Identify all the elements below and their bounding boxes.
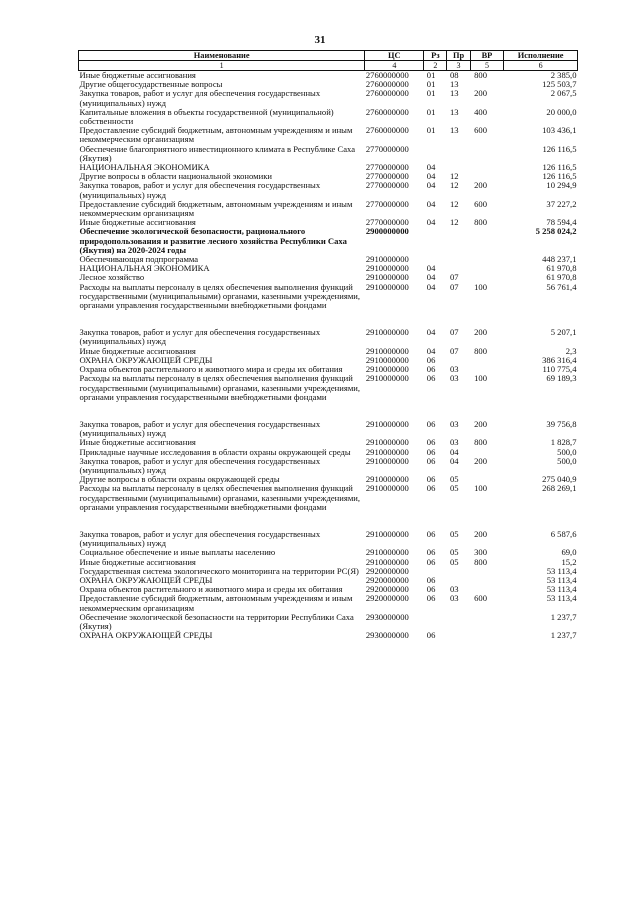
cell-vr: 600 bbox=[474, 593, 487, 604]
cell-name: ОХРАНА ОКРУЖАЮЩЕЙ СРЕДЫ bbox=[79, 630, 213, 641]
cell-name: Другие вопросы в области охраны окружающей среды bbox=[79, 474, 280, 485]
cell-rz bbox=[424, 145, 447, 163]
table-row bbox=[79, 126, 578, 144]
cell-sum: 53 113,4 bbox=[546, 565, 577, 576]
cell-cs: 2910000000 bbox=[365, 364, 409, 375]
cell-vr: 100 bbox=[474, 483, 487, 494]
cell-vr: 200 bbox=[474, 88, 487, 99]
header-cs: ЦС bbox=[365, 51, 424, 61]
row-spacer bbox=[79, 512, 578, 530]
cell-rz: 04 bbox=[426, 217, 436, 228]
table-header bbox=[79, 51, 578, 71]
cell-vr bbox=[470, 576, 504, 585]
cell-vr: 200 bbox=[474, 180, 487, 191]
cell-rz: 06 bbox=[426, 584, 436, 595]
cell-vr: 200 bbox=[474, 528, 487, 539]
cell-cs: 2910000000 bbox=[365, 556, 409, 567]
cell-sum: 69,0 bbox=[561, 547, 577, 558]
cell-cs: 2770000000 bbox=[365, 162, 409, 173]
table-row bbox=[79, 181, 578, 199]
table-row bbox=[79, 613, 578, 631]
cell-name: Закупка товаров, работ и услуг для обеспечения государственных (муниципальных) нужд bbox=[79, 88, 321, 108]
cell-rz: 06 bbox=[426, 547, 436, 558]
cell-rz: 04 bbox=[426, 281, 436, 292]
cell-rz: 06 bbox=[426, 556, 436, 567]
cell-pr: 12 bbox=[449, 198, 459, 209]
cell-pr: 05 bbox=[449, 483, 459, 494]
index-vr: 5 bbox=[470, 61, 504, 71]
cell-cs: 2770000000 bbox=[365, 143, 409, 154]
cell-cs: 2770000000 bbox=[365, 217, 409, 228]
cell-pr: 04 bbox=[449, 446, 459, 457]
index-cs: 4 bbox=[365, 61, 424, 71]
cell-name: Иные бюджетные ассигнования bbox=[79, 70, 196, 80]
cell-name: Иные бюджетные ассигнования bbox=[79, 345, 196, 356]
cell-vr: 800 bbox=[474, 70, 487, 80]
cell-vr: 300 bbox=[474, 547, 487, 558]
row-spacer bbox=[79, 310, 578, 328]
cell-cs: 2760000000 bbox=[365, 125, 409, 136]
cell-cs: 2910000000 bbox=[365, 474, 409, 485]
index-sum: 6 bbox=[504, 61, 578, 71]
cell-name: Прикладные научные исследования в области охраны окружающей среды bbox=[79, 446, 351, 457]
cell-sum: 386 316,4 bbox=[542, 354, 577, 365]
cell-rz: 06 bbox=[426, 630, 436, 641]
cell-vr: 600 bbox=[474, 198, 487, 209]
cell-pr bbox=[447, 631, 470, 640]
cell-name: Закупка товаров, работ и услуг для обеспечения государственных (муниципальных) нужд bbox=[79, 528, 321, 549]
table-body bbox=[79, 71, 578, 641]
cell-vr: 200 bbox=[474, 418, 487, 429]
cell-sum: 110 775,4 bbox=[542, 364, 577, 375]
cell-pr: 07 bbox=[449, 272, 459, 283]
cell-pr: 03 bbox=[449, 584, 459, 595]
cell-pr: 03 bbox=[449, 437, 459, 448]
index-name: 1 bbox=[79, 61, 365, 71]
cell-rz: 04 bbox=[426, 327, 436, 338]
cell-sum: 1 237,7 bbox=[550, 630, 577, 641]
cell-sum: 53 113,4 bbox=[546, 584, 577, 595]
header-vr: ВР bbox=[470, 51, 504, 61]
cell-cs: 2910000000 bbox=[365, 373, 409, 384]
table-row bbox=[79, 631, 578, 640]
table-row bbox=[79, 374, 578, 402]
cell-name: Государственная система экологического мониторинга на территории РС(Я) bbox=[79, 565, 359, 576]
header-sum: Исполнение bbox=[504, 51, 578, 61]
cell-sum: 37 227,2 bbox=[546, 198, 577, 209]
cell-cs: 2910000000 bbox=[365, 446, 409, 457]
cell-rz: 01 bbox=[426, 79, 436, 90]
cell-name: Иные бюджетные ассигнования bbox=[79, 217, 196, 228]
cell-vr: 800 bbox=[474, 217, 487, 228]
cell-sum: 1 828,7 bbox=[550, 437, 577, 448]
cell-cs: 2910000000 bbox=[365, 547, 409, 558]
cell-vr: 100 bbox=[474, 373, 487, 384]
cell-sum: 39 756,8 bbox=[546, 418, 577, 429]
cell-sum: 2 067,5 bbox=[550, 88, 577, 99]
cell-vr bbox=[470, 631, 504, 640]
cell-name: Закупка товаров, работ и услуг для обеспечения государственных (муниципальных) нужд bbox=[79, 327, 321, 347]
cell-pr bbox=[447, 567, 470, 576]
cell-name: Предоставление субсидий бюджетным, автономным учреждениям и иным некоммерческим организациям bbox=[79, 125, 353, 145]
cell-sum: 268 269,1 bbox=[542, 483, 577, 494]
cell-name: Лесное хозяйство bbox=[79, 272, 145, 283]
cell-name: Обеспечивающая подпрограмма bbox=[79, 254, 199, 265]
header-name: Наименование bbox=[79, 51, 365, 61]
cell-pr bbox=[447, 255, 470, 264]
cell-sum: 500,0 bbox=[557, 446, 577, 457]
table-row bbox=[79, 530, 578, 548]
cell-pr bbox=[447, 145, 470, 163]
cell-name: Охрана объектов растительного и животного мира и среды их обитания bbox=[79, 364, 343, 375]
cell-sum: 126 116,5 bbox=[542, 143, 577, 154]
cell-name: Предоставление субсидий бюджетным, автономным учреждениям и иным некоммерческим организациям bbox=[79, 198, 353, 219]
table-row bbox=[79, 108, 578, 126]
cell-cs: 2920000000 bbox=[365, 574, 409, 585]
cell-rz: 06 bbox=[426, 446, 436, 457]
cell-sum: 69 189,3 bbox=[546, 373, 577, 384]
cell-rz: 04 bbox=[426, 198, 436, 209]
cell-rz: 06 bbox=[426, 373, 436, 384]
cell-vr bbox=[470, 163, 504, 172]
cell-sum: 56 761,4 bbox=[546, 281, 577, 292]
cell-pr: 13 bbox=[449, 106, 459, 117]
cell-cs: 2910000000 bbox=[365, 528, 409, 539]
cell-rz: 06 bbox=[426, 528, 436, 539]
cell-sum: 275 040,9 bbox=[542, 474, 577, 485]
cell-cs: 2910000000 bbox=[365, 418, 409, 429]
cell-vr: 200 bbox=[474, 455, 487, 466]
cell-cs: 2920000000 bbox=[365, 593, 409, 604]
cell-pr: 13 bbox=[449, 125, 459, 136]
cell-cs: 2910000000 bbox=[365, 272, 409, 283]
cell-rz: 04 bbox=[426, 263, 436, 274]
page-number: 31 bbox=[314, 34, 326, 46]
cell-name: Обеспечение благоприятного инвестиционного климата в Республике Саха (Якутия) bbox=[79, 143, 356, 163]
cell-vr bbox=[470, 145, 504, 163]
cell-sum: 1 237,7 bbox=[550, 611, 577, 622]
cell-cs: 2770000000 bbox=[365, 180, 409, 191]
cell-vr: 400 bbox=[474, 106, 487, 117]
cell-sum: 5 207,1 bbox=[550, 327, 577, 338]
cell-cs: 2910000000 bbox=[365, 455, 409, 466]
cell-pr bbox=[447, 227, 470, 255]
cell-pr: 03 bbox=[449, 373, 459, 384]
cell-rz: 06 bbox=[426, 418, 436, 429]
cell-name: Обеспечение экологической безопасности на территории Республики Саха (Якутия) bbox=[79, 611, 354, 631]
row-spacer bbox=[79, 402, 578, 420]
cell-sum: 126 116,5 bbox=[542, 171, 577, 182]
cell-cs: 2770000000 bbox=[365, 198, 409, 209]
cell-name: Расходы на выплаты персоналу в целях обеспечения выполнения функций государственными (муниципальными) органами, казенными учреждениями, органами управления государственными внебюджетными фондами bbox=[79, 483, 361, 512]
spacer-cell bbox=[79, 512, 578, 530]
cell-pr: 04 bbox=[449, 455, 459, 466]
cell-rz: 04 bbox=[426, 345, 436, 356]
cell-name: НАЦИОНАЛЬНАЯ ЭКОНОМИКА bbox=[79, 162, 210, 173]
cell-sum: 125 503,7 bbox=[542, 79, 577, 90]
table-row bbox=[79, 594, 578, 612]
index-rz: 2 bbox=[424, 61, 447, 71]
cell-vr: 100 bbox=[474, 281, 487, 292]
cell-sum: 61 970,8 bbox=[546, 272, 577, 283]
header-pr: Пр bbox=[447, 51, 470, 61]
cell-sum: 126 116,5 bbox=[542, 162, 577, 173]
cell-pr: 12 bbox=[449, 180, 459, 191]
cell-name: ОХРАНА ОКРУЖАЮЩЕЙ СРЕДЫ bbox=[79, 574, 213, 585]
cell-pr: 07 bbox=[449, 281, 459, 292]
table-row bbox=[79, 227, 578, 255]
cell-cs: 2910000000 bbox=[365, 254, 409, 265]
cell-rz: 06 bbox=[426, 354, 436, 365]
cell-cs: 2920000000 bbox=[365, 565, 409, 576]
cell-sum: 448 237,1 bbox=[542, 254, 577, 265]
cell-sum: 53 113,4 bbox=[546, 574, 577, 585]
cell-pr bbox=[447, 613, 470, 631]
cell-name: Иные бюджетные ассигнования bbox=[79, 437, 196, 448]
table-row bbox=[79, 200, 578, 218]
cell-cs: 2760000000 bbox=[365, 79, 409, 90]
cell-vr: 800 bbox=[474, 437, 487, 448]
table-row bbox=[79, 457, 578, 475]
cell-cs: 2910000000 bbox=[365, 345, 409, 356]
cell-cs: 2760000000 bbox=[365, 88, 409, 99]
cell-rz: 06 bbox=[426, 574, 436, 585]
cell-vr bbox=[470, 264, 504, 273]
cell-pr: 05 bbox=[449, 528, 459, 539]
cell-pr: 13 bbox=[449, 79, 459, 90]
cell-name: Другие вопросы в области национальной экономики bbox=[79, 171, 272, 182]
cell-vr: 200 bbox=[474, 327, 487, 338]
cell-cs: 2910000000 bbox=[365, 327, 409, 338]
budget-table bbox=[78, 50, 578, 640]
cell-rz: 06 bbox=[426, 483, 436, 494]
table-row bbox=[79, 145, 578, 163]
cell-rz: 06 bbox=[426, 364, 436, 375]
cell-cs: 2910000000 bbox=[365, 263, 409, 274]
cell-rz bbox=[424, 227, 447, 255]
cell-rz: 06 bbox=[426, 593, 436, 604]
cell-pr: 07 bbox=[449, 327, 459, 338]
cell-rz: 01 bbox=[426, 88, 436, 99]
cell-cs: 2910000000 bbox=[365, 281, 409, 292]
table-row bbox=[79, 328, 578, 346]
cell-sum: 6 587,6 bbox=[550, 528, 577, 539]
cell-rz: 01 bbox=[426, 70, 436, 80]
cell-name: Расходы на выплаты персоналу в целях обеспечения выполнения функций государственными (муниципальными) органами, казенными учреждениями, органами управления государственными внебюджетными фондами bbox=[79, 281, 361, 311]
table-row bbox=[79, 484, 578, 512]
cell-pr: 12 bbox=[449, 217, 459, 228]
cell-sum: 53 113,4 bbox=[546, 593, 577, 604]
table-row bbox=[79, 283, 578, 311]
cell-vr: 800 bbox=[474, 556, 487, 567]
cell-vr: 600 bbox=[474, 125, 487, 136]
cell-sum: 10 294,9 bbox=[546, 180, 577, 191]
cell-name: Предоставление субсидий бюджетным, автономным учреждениям и иным некоммерческим организациям bbox=[79, 593, 353, 613]
cell-vr bbox=[470, 356, 504, 365]
cell-cs: 2900000000 bbox=[365, 226, 409, 237]
cell-name: НАЦИОНАЛЬНАЯ ЭКОНОМИКА bbox=[79, 263, 210, 274]
cell-sum: 2 385,0 bbox=[550, 70, 577, 80]
table-row bbox=[79, 89, 578, 107]
cell-pr: 03 bbox=[449, 593, 459, 604]
cell-pr: 12 bbox=[449, 171, 459, 182]
cell-name: Социальное обеспечение и иные выплаты населению bbox=[79, 547, 276, 558]
cell-name: Иные бюджетные ассигнования bbox=[79, 556, 196, 567]
cell-pr: 13 bbox=[449, 88, 459, 99]
cell-rz: 04 bbox=[426, 171, 436, 182]
cell-vr bbox=[470, 613, 504, 631]
cell-rz: 06 bbox=[426, 474, 436, 485]
cell-cs: 2760000000 bbox=[365, 70, 409, 80]
cell-pr: 05 bbox=[449, 547, 459, 558]
spacer-cell bbox=[79, 310, 578, 328]
cell-sum: 103 436,1 bbox=[542, 125, 577, 136]
cell-name: ОХРАНА ОКРУЖАЮЩЕЙ СРЕДЫ bbox=[79, 354, 213, 365]
cell-sum: 61 970,8 bbox=[546, 263, 577, 274]
cell-name: Обеспечение экологической безопасности, рационального природопользования и развитие лесного хозяйства Республики Саха (Якутия) на 2020-2024 годы bbox=[79, 226, 347, 255]
cell-name: Закупка товаров, работ и услуг для обеспечения государственных (муниципальных) нужд bbox=[79, 418, 321, 439]
cell-cs: 2770000000 bbox=[365, 171, 409, 182]
cell-pr: 05 bbox=[449, 474, 459, 485]
cell-name: Другие общегосударственные вопросы bbox=[79, 79, 223, 90]
index-pr: 3 bbox=[447, 61, 470, 71]
cell-cs: 2920000000 bbox=[365, 584, 409, 595]
cell-rz: 04 bbox=[426, 162, 436, 173]
cell-rz: 04 bbox=[426, 180, 436, 191]
cell-sum: 5 258 024,2 bbox=[535, 226, 577, 237]
table-row bbox=[79, 420, 578, 438]
cell-rz: 06 bbox=[426, 437, 436, 448]
cell-rz: 01 bbox=[426, 106, 436, 117]
cell-rz: 04 bbox=[426, 272, 436, 283]
cell-pr: 05 bbox=[449, 556, 459, 567]
cell-sum: 78 594,4 bbox=[546, 217, 577, 228]
cell-rz bbox=[424, 613, 447, 631]
cell-name: Закупка товаров, работ и услуг для обеспечения государственных (муниципальных) нужд bbox=[79, 180, 321, 200]
cell-pr: 03 bbox=[449, 418, 459, 429]
header-rz: Рз bbox=[424, 51, 447, 61]
cell-name: Капитальные вложения в объекты государственной (муниципальной) собственности bbox=[79, 106, 334, 127]
cell-cs: 2930000000 bbox=[365, 630, 409, 641]
cell-name: Расходы на выплаты персоналу в целях обеспечения выполнения функций государственными (муниципальными) органами, казенными учреждениями, органами управления государственными внебюджетными фондами bbox=[79, 373, 361, 402]
cell-vr bbox=[470, 227, 504, 255]
cell-rz: 06 bbox=[426, 455, 436, 466]
cell-vr bbox=[470, 255, 504, 264]
cell-name: Закупка товаров, работ и услуг для обеспечения государственных (муниципальных) нужд bbox=[79, 455, 321, 475]
cell-pr: 07 bbox=[449, 345, 459, 356]
table-row bbox=[79, 264, 578, 273]
cell-cs: 2930000000 bbox=[365, 611, 409, 622]
cell-cs: 2910000000 bbox=[365, 437, 409, 448]
cell-sum: 500,0 bbox=[557, 455, 577, 466]
spacer-cell bbox=[79, 402, 578, 420]
cell-rz: 01 bbox=[426, 125, 436, 136]
cell-pr: 03 bbox=[449, 364, 459, 375]
cell-cs: 2910000000 bbox=[365, 354, 409, 365]
cell-vr: 800 bbox=[474, 345, 487, 356]
cell-name: Охрана объектов растительного и животного мира и среды их обитания bbox=[79, 584, 343, 595]
cell-sum: 15,2 bbox=[561, 556, 577, 567]
cell-pr: 08 bbox=[449, 70, 459, 80]
cell-vr bbox=[470, 567, 504, 576]
cell-sum: 2,3 bbox=[565, 345, 577, 356]
cell-cs: 2760000000 bbox=[365, 106, 409, 117]
cell-sum: 20 000,0 bbox=[546, 106, 577, 117]
cell-cs: 2910000000 bbox=[365, 483, 409, 494]
